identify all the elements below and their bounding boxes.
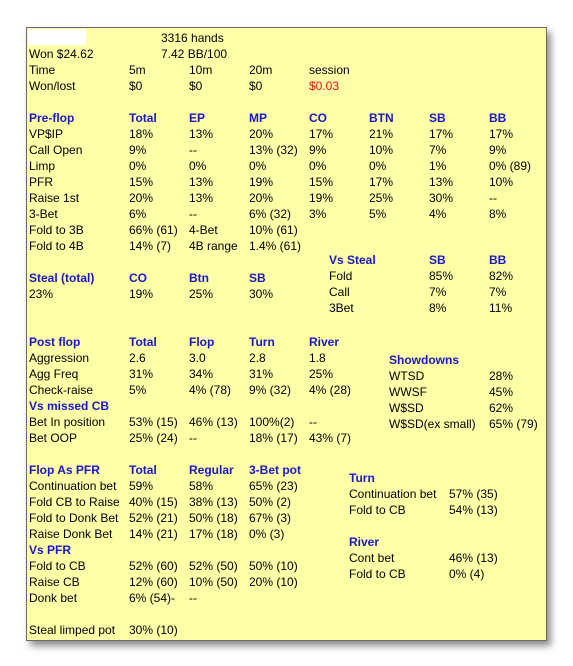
river-label: Fold to CB (349, 567, 406, 581)
turn-label: Continuation bet (349, 487, 437, 501)
missed-cb-cell: 53% (15) (129, 415, 178, 429)
preflop-cell: 13% (189, 127, 214, 141)
steal-limped-label: Steal limped pot (29, 623, 116, 637)
river-header: River (349, 535, 380, 549)
river-value: 46% (13) (449, 551, 498, 565)
steal-header: CO (129, 271, 147, 285)
preflop-cell: 19% (249, 175, 274, 189)
postflop-cell: 25% (309, 367, 334, 381)
preflop-cell: 4% (429, 207, 447, 221)
steal-header: Steal (total) (29, 271, 95, 285)
postflop-cell: 3.0 (189, 351, 206, 365)
vs-pfr-cell: 52% (60) (129, 559, 178, 573)
postflop-header: Flop (189, 335, 215, 349)
preflop-header: BTN (369, 111, 394, 125)
postflop-row-label: Check-raise (29, 383, 94, 397)
showdown-value: 62% (489, 401, 514, 415)
postflop-cell: 34% (189, 367, 214, 381)
preflop-row-label: Raise 1st (29, 191, 80, 205)
vs-pfr-cell: 52% (50) (189, 559, 238, 573)
showdown-label: W$SD (389, 401, 424, 415)
preflop-cell: 1% (429, 159, 447, 173)
showdown-label: WWSF (389, 385, 427, 399)
vs-pfr-cell: -- (189, 591, 197, 605)
preflop-header: BB (489, 111, 507, 125)
preflop-cell: 17% (489, 127, 514, 141)
flop-pfr-label: Fold CB to Raise (29, 495, 120, 509)
postflop-header: Post flop (29, 335, 81, 349)
preflop-row-label: Limp (29, 159, 56, 173)
time-col: 5m (129, 63, 146, 77)
postflop-cell: 9% (32) (249, 383, 292, 397)
preflop-row-label: 3-Bet (29, 207, 58, 221)
vs-steal-cell: 11% (489, 301, 513, 315)
missed-cb-cell: -- (189, 431, 197, 445)
preflop-cell: 8% (489, 207, 507, 221)
preflop-header: SB (429, 111, 446, 125)
preflop-cell: 13% (189, 175, 214, 189)
flop-pfr-header: Total (129, 463, 157, 477)
fold-to-4bet-cell: 14% (7) (129, 239, 172, 253)
vs-steal-header: BB (489, 253, 507, 267)
river-value: 0% (4) (449, 567, 485, 581)
flop-pfr-header: Regular (189, 463, 234, 477)
turn-value: 57% (35) (449, 487, 498, 501)
preflop-cell: 20% (129, 191, 154, 205)
fold-to-4bet-cell: 4B range (189, 239, 238, 253)
postflop-cell: 5% (129, 383, 147, 397)
preflop-cell: -- (489, 191, 497, 205)
showdown-label: W$SD(ex small) (389, 417, 476, 431)
vs-steal-label: Fold (329, 269, 353, 283)
fold-to-3bet-cell: 4-Bet (189, 223, 218, 237)
preflop-cell: 17% (369, 175, 394, 189)
missed-cb-cell: 18% (17) (249, 431, 298, 445)
vs-steal-cell: 82% (489, 269, 514, 283)
postflop-cell: 2.6 (129, 351, 146, 365)
showdown-value: 45% (489, 385, 514, 399)
flop-pfr-cell: 50% (18) (189, 511, 238, 525)
preflop-cell: 13% (429, 175, 454, 189)
time-col: 10m (189, 63, 213, 77)
turn-label: Fold to CB (349, 503, 406, 517)
vs-pfr-label: Donk bet (29, 591, 78, 605)
river-label: Cont bet (349, 551, 395, 565)
preflop-header: EP (189, 111, 206, 125)
vs-steal-label: 3Bet (329, 301, 354, 315)
flop-pfr-header: 3-Bet pot (249, 463, 301, 477)
steal-value: 23% (29, 287, 54, 301)
vs-steal-cell: 85% (429, 269, 454, 283)
hud-stats-panel (26, 27, 547, 641)
wonlost-label: Won/lost (29, 79, 76, 93)
preflop-cell: 6% (129, 207, 147, 221)
vs-steal-header: Vs Steal (329, 253, 376, 267)
time-label: Time (29, 63, 56, 77)
postflop-cell: 1.8 (309, 351, 326, 365)
preflop-cell: 21% (369, 127, 394, 141)
flop-pfr-cell: 67% (3) (249, 511, 292, 525)
flop-pfr-cell: 40% (15) (129, 495, 178, 509)
flop-pfr-cell: 0% (3) (249, 527, 285, 541)
preflop-cell: 0% (309, 159, 327, 173)
showdown-value: 65% (79) (489, 417, 538, 431)
preflop-cell: 15% (309, 175, 334, 189)
vs-pfr-label: Fold to CB (29, 559, 86, 573)
preflop-cell: 5% (369, 207, 387, 221)
vs-pfr-cell: 12% (60) (129, 575, 178, 589)
preflop-cell: 19% (309, 191, 334, 205)
bb-per-100: 7.42 BB/100 (161, 47, 228, 61)
postflop-cell: 4% (28) (309, 383, 352, 397)
flop-pfr-cell: 52% (21) (129, 511, 178, 525)
preflop-cell: -- (189, 207, 197, 221)
missed-cb-label: Bet In position (29, 415, 106, 429)
preflop-cell: -- (189, 143, 197, 157)
postflop-row-label: Aggression (29, 351, 90, 365)
redacted-player-name (28, 29, 86, 45)
missed-cb-cell: 43% (7) (309, 431, 352, 445)
preflop-cell: 20% (249, 191, 274, 205)
vs-pfr-cell: 50% (10) (249, 559, 298, 573)
wonlost-value: $0 (249, 79, 263, 93)
missed-cb-header: Vs missed CB (29, 399, 110, 413)
preflop-cell: 18% (129, 127, 154, 141)
preflop-cell: 7% (429, 143, 447, 157)
preflop-cell: 9% (129, 143, 147, 157)
vs-steal-label: Call (329, 285, 350, 299)
preflop-row-label: Call Open (29, 143, 83, 157)
flop-pfr-cell: 58% (189, 479, 214, 493)
preflop-header: Total (129, 111, 157, 125)
postflop-header: Turn (249, 335, 275, 349)
missed-cb-cell: 46% (13) (189, 415, 238, 429)
wonlost-value: $0 (189, 79, 203, 93)
postflop-cell: 31% (129, 367, 154, 381)
turn-value: 54% (13) (449, 503, 498, 517)
flop-pfr-header: Flop As PFR (29, 463, 100, 477)
won-amount: Won $24.62 (29, 47, 94, 61)
preflop-header: Pre-flop (29, 111, 75, 125)
vs-pfr-cell: 20% (10) (249, 575, 298, 589)
steal-value: 19% (129, 287, 154, 301)
postflop-header: Total (129, 335, 157, 349)
preflop-cell: 0% (249, 159, 267, 173)
missed-cb-cell: -- (309, 415, 317, 429)
preflop-cell: 20% (249, 127, 274, 141)
missed-cb-cell: 100%(2) (249, 415, 295, 429)
time-col: session (309, 63, 350, 77)
preflop-cell: 17% (429, 127, 454, 141)
preflop-cell: 15% (129, 175, 154, 189)
preflop-cell: 30% (429, 191, 454, 205)
vs-pfr-label: Raise CB (29, 575, 80, 589)
flop-pfr-label: Continuation bet (29, 479, 117, 493)
fold-to-3bet-cell: 10% (61) (249, 223, 298, 237)
preflop-cell: 0% (189, 159, 207, 173)
fold-to-3bet-cell: Fold to 3B (29, 223, 84, 237)
postflop-row-label: Agg Freq (29, 367, 79, 381)
vs-pfr-cell: 6% (54)- (129, 591, 176, 605)
flop-pfr-cell: 14% (21) (129, 527, 178, 541)
steal-header: Btn (189, 271, 209, 285)
preflop-cell: 17% (309, 127, 334, 141)
preflop-cell: 3% (309, 207, 327, 221)
preflop-header: CO (309, 111, 327, 125)
missed-cb-label: Bet OOP (29, 431, 78, 445)
wonlost-value: $0 (129, 79, 143, 93)
preflop-cell: 0% (89) (489, 159, 532, 173)
vs-steal-cell: 8% (429, 301, 447, 315)
preflop-cell: 9% (489, 143, 507, 157)
preflop-header: MP (249, 111, 267, 125)
preflop-cell: 10% (489, 175, 514, 189)
preflop-row-label: VP$IP (29, 127, 64, 141)
fold-to-4bet-cell: Fold to 4B (29, 239, 84, 253)
vs-steal-cell: 7% (429, 285, 447, 299)
preflop-cell: 9% (309, 143, 327, 157)
flop-pfr-cell: 59% (129, 479, 154, 493)
postflop-cell: 2.8 (249, 351, 266, 365)
showdown-value: 28% (489, 369, 514, 383)
steal-value: 25% (189, 287, 214, 301)
preflop-cell: 0% (129, 159, 147, 173)
vs-pfr-header: Vs PFR (29, 543, 72, 557)
showdowns-header: Showdowns (389, 353, 459, 367)
wonlost-session-value: $0.03 (309, 79, 340, 93)
steal-value: 30% (249, 287, 274, 301)
flop-pfr-cell: 65% (23) (249, 479, 298, 493)
preflop-cell: 13% (189, 191, 214, 205)
steal-header: SB (249, 271, 266, 285)
preflop-cell: 0% (369, 159, 387, 173)
vs-steal-cell: 7% (489, 285, 507, 299)
flop-pfr-cell: 38% (13) (189, 495, 238, 509)
preflop-cell: 6% (32) (249, 207, 292, 221)
time-col: 20m (249, 63, 273, 77)
postflop-cell: 31% (249, 367, 274, 381)
fold-to-4bet-cell: 1.4% (61) (249, 239, 302, 253)
preflop-cell: 25% (369, 191, 394, 205)
preflop-row-label: PFR (29, 175, 53, 189)
hands-count: 3316 hands (161, 31, 224, 45)
preflop-cell: 13% (32) (249, 143, 298, 157)
flop-pfr-cell: 17% (18) (189, 527, 238, 541)
preflop-cell: 10% (369, 143, 394, 157)
fold-to-3bet-cell: 66% (61) (129, 223, 178, 237)
postflop-cell: 4% (78) (189, 383, 232, 397)
missed-cb-cell: 25% (24) (129, 431, 178, 445)
flop-pfr-cell: 50% (2) (249, 495, 292, 509)
postflop-header: River (309, 335, 340, 349)
steal-limped-value: 30% (10) (129, 623, 178, 637)
showdown-label: WTSD (389, 369, 425, 383)
flop-pfr-label: Raise Donk Bet (29, 527, 113, 541)
turn-header: Turn (349, 471, 375, 485)
vs-steal-header: SB (429, 253, 446, 267)
vs-pfr-cell: 10% (50) (189, 575, 238, 589)
flop-pfr-label: Fold to Donk Bet (29, 511, 119, 525)
